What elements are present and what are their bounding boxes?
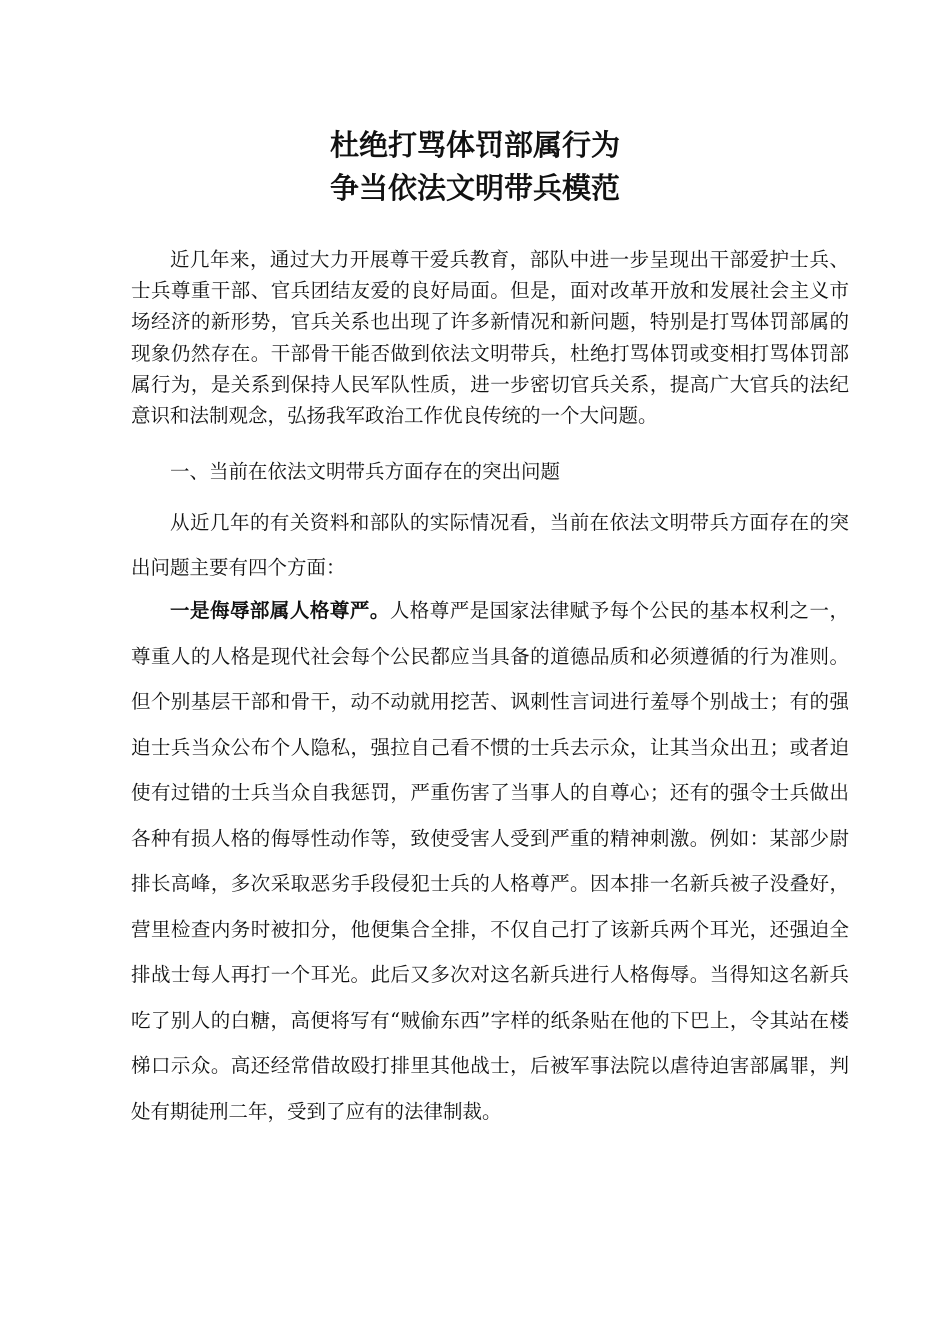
point-one-lead: 一是侮辱部属人格尊严。 (170, 599, 390, 622)
point-one-body: 人格尊严是国家法律赋予每个公民的基本权利之一，尊重人的人格是现代社会每个公民都应当具备的道德品质和必须遵循的行为准则。但个别基层干部和骨干，动不动就用挖苦、讽刺性言词进行羞辱个别战士；有的强迫士兵当众公布个人隐私，强拉自己看不惯的士兵去示众，让其当众出丑；或者迫使有过错的士兵当众自我惩罚，严重伤害了当事人的自尊心；还有的强令士兵做出各种有损人格的侮辱性动作等，致使受害人受到严重的精神刺激。例如：某部少尉排长高峰，多次采取恶劣手段侵犯士兵的人格尊严。因本排一名新兵被子没叠好，营里检查内务时被扣分，他便集合全排，不仅自己打了该新兵两个耳光，还强迫全排战士每人再打一个耳光。此后又多次对这名新兵进行人格侮辱。当得知这名新兵吃了别人的白糖，高便将写有“贼偷东西”字样的纸条贴在他的下巴上，令其站在楼梯口示众。高还经常借故殴打排里其他战士，后被军事法院以虐待迫害部属罪，判处有期徒刑二年，受到了应有的法律制裁。 (131, 599, 849, 1123)
section-intro-paragraph: 从近几年的有关资料和部队的实际情况看，当前在依法文明带兵方面存在的突出问题主要有四个方面： (131, 511, 849, 579)
document-title-line-1: 杜绝打骂体罚部属行为 (329, 128, 620, 162)
intro-paragraph: 近几年来，通过大力开展尊干爱兵教育，部队中进一步呈现出干部爱护士兵、士兵尊重干部、官兵团结友爱的良好局面。但是，面对改革开放和发展社会主义市场经济的新形势，官兵关系也出现了许多新情况和新问题，特别是打骂体罚部属的现象仍然存在。干部骨干能否做到依法文明带兵，杜绝打骂体罚或变相打骂体罚部属行为，是关系到保持人民军队性质，进一步密切官兵关系，提高广大官兵的法纪意识和法制观念，弘扬我军政治工作优良传统的一个大问题。 (131, 248, 849, 428)
document-title-line-2: 争当依法文明带兵模范 (329, 171, 620, 205)
section-heading: 一、当前在依法文明带兵方面存在的突出问题 (170, 460, 561, 483)
point-one-paragraph (131, 588, 849, 1134)
